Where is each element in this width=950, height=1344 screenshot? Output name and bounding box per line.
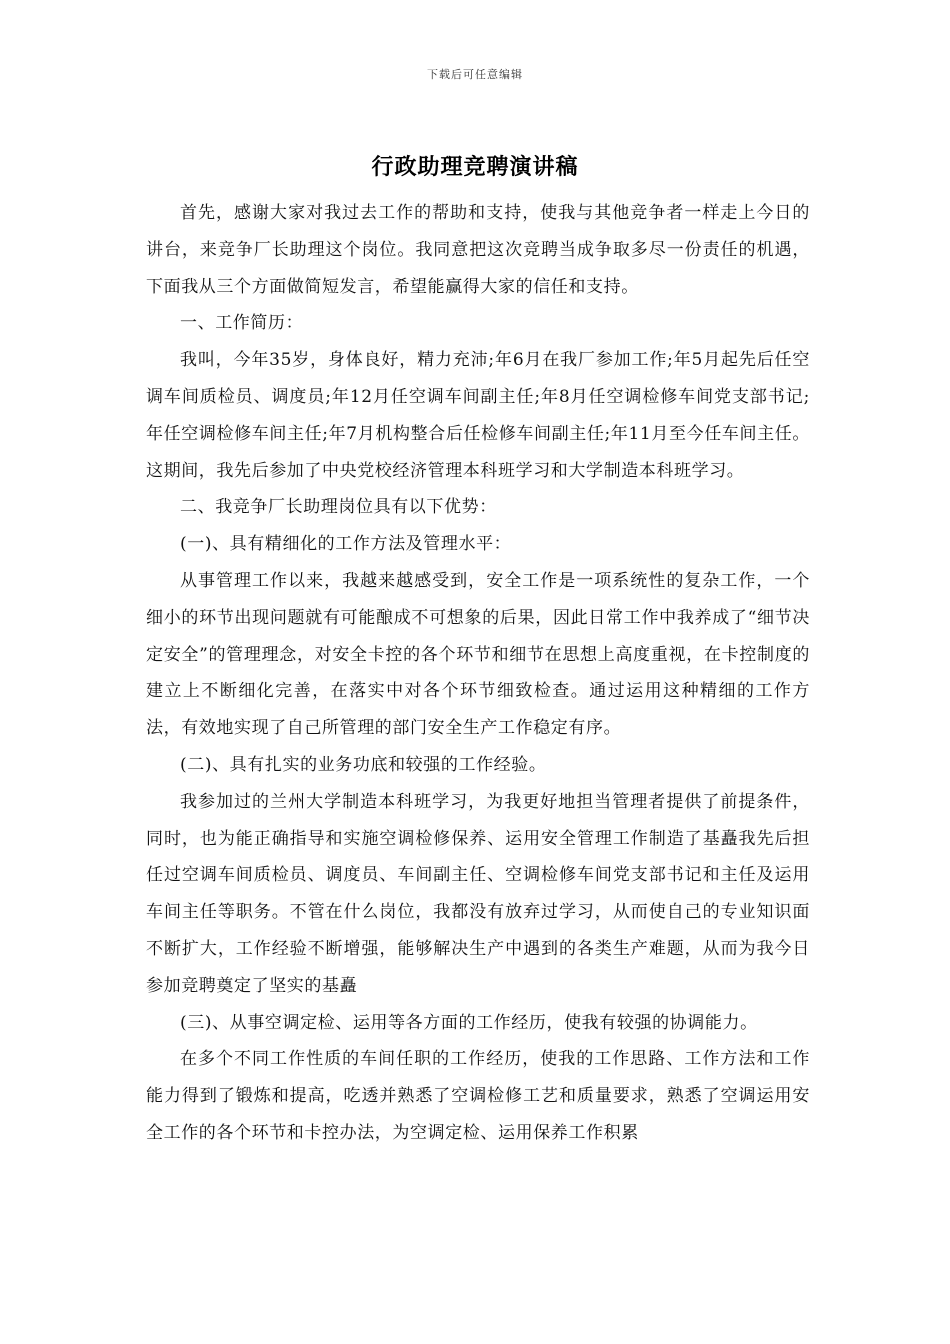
- subheading-advantage-3: (三)、从事空调定检、运用等各方面的工作经历，使我有较强的协调能力。: [180, 1012, 758, 1033]
- paragraph-advantage-2: 我参加过的兰州大学制造本科班学习，为我更好地担当管理者提供了前提条件，同时，也为能正确指导和实施空调检修保养、运用安全管理工作制造了基矗我先后担任过空调车间质检员、调度员、车间副主任、空调检修车间党支部书记和主任及运用车间主任等职务。不管在什么岗位，我都没有放弃过学习，从而使自己的专业知识面不断扩大，工作经验不断增强，能够解决生产中遇到的各类生产难题，从而为我今日参加竞聘奠定了坚实的基矗: [146, 791, 810, 996]
- paragraph-work-history: 我叫，今年35岁，身体良好，精力充沛;年6月在我厂参加工作;年5月起先后任空调车间质检员、调度员;年12月任空调车间副主任;年8月任空调检修车间党支部书记;年任空调检修车间主任;年7月机构整合后任检修车间副主任;年11月至今任车间主任。这期间，我先后参加了中央党校经济管理本科班学习和大学制造本科班学习。: [146, 350, 810, 481]
- document-title: 行政助理竞聘演讲稿: [371, 154, 579, 180]
- paragraph-intro: 首先，感谢大家对我过去工作的帮助和支持，使我与其他竞争者一样走上今日的讲台，来竞争厂长助理这个岗位。我同意把这次竞聘当成争取多尽一份责任的机遇，下面我从三个方面做简短发言，希望能赢得大家的信任和支持。: [146, 203, 810, 297]
- heading-advantages: 二、我竞争厂长助理岗位具有以下优势：: [180, 497, 497, 518]
- heading-work-history: 一、工作简历：: [180, 313, 304, 334]
- subheading-advantage-2: (二)、具有扎实的业务功底和较强的工作经验。: [180, 754, 547, 775]
- paragraph-advantage-1: 从事管理工作以来，我越来越感受到，安全工作是一项系统性的复杂工作，一个细小的环节出现问题就有可能酿成不可想象的后果，因此日常工作中我养成了“细节决定安全”的管理理念，对安全卡控的各个环节和细节在思想上高度重视，在卡控制度的建立上不断细化完善，在落实中对各个环节细致检查。通过运用这种精细的工作方法，有效地实现了自己所管理的部门安全生产工作稳定有序。: [146, 570, 810, 739]
- paragraph-advantage-3: 在多个不同工作性质的车间任职的工作经历，使我的工作思路、工作方法和工作能力得到了锻炼和提高，吃透并熟悉了空调检修工艺和质量要求，熟悉了空调运用安全工作的各个环节和卡控办法，为空调定检、运用保养工作积累: [146, 1049, 810, 1143]
- subheading-advantage-1: (一)、具有精细化的工作方法及管理水平：: [180, 534, 512, 555]
- document-body: [146, 195, 810, 1152]
- header-note: 下载后可任意编辑: [427, 68, 523, 81]
